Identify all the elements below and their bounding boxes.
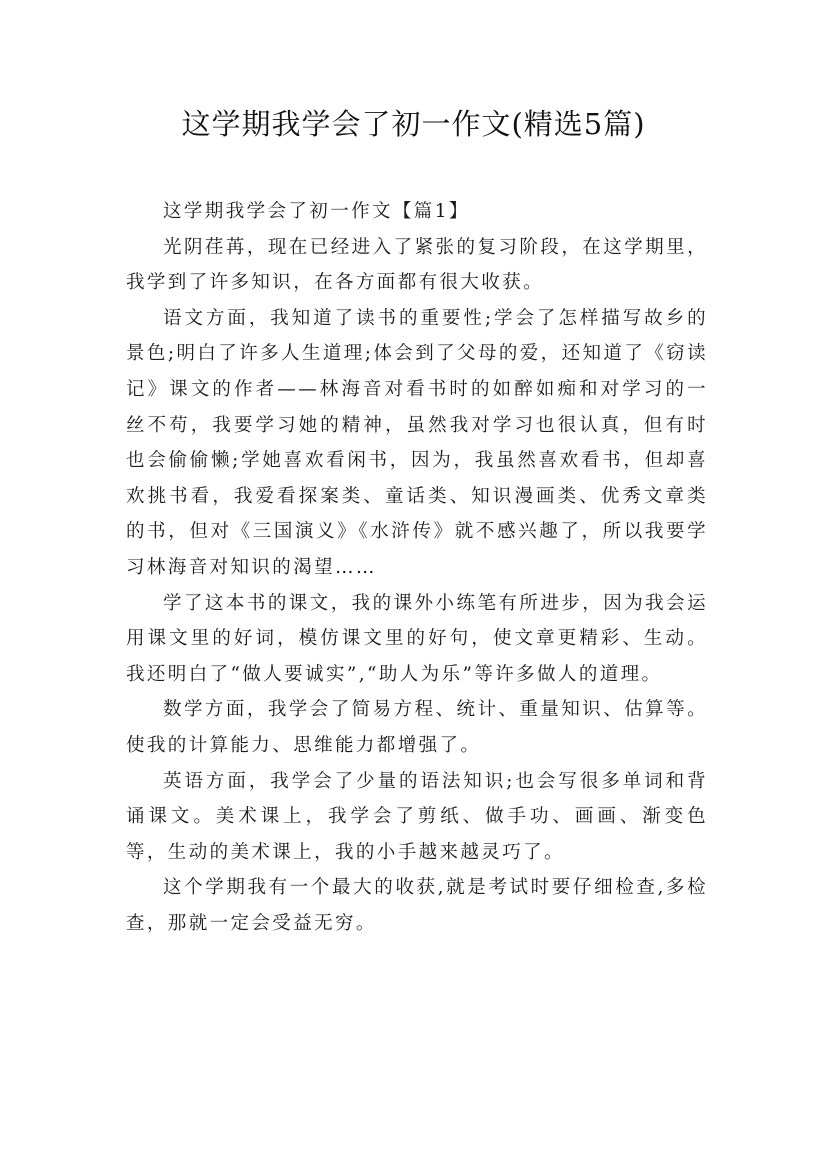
paragraph-writing: 学了这本书的课文，我的课外小练笔有所进步，因为我会运用课文里的好词，模仿课文里的好句，使文章更精彩、生动。我还明白了“做人要诚实”,“助人为乐”等许多做人的道理。 bbox=[126, 592, 708, 685]
section-heading: 这学期我学会了初一作文【篇1】 bbox=[163, 201, 470, 222]
paragraph-conclusion: 这个学期我有一个最大的收获,就是考试时要仔细检查,多检查，那就一定会受益无穷。 bbox=[126, 877, 708, 934]
paragraph-chinese: 语文方面，我知道了读书的重要性;学会了怎样描写故乡的景色;明白了许多人生道理;体会到了父母的爱，还知道了《窃读记》课文的作者——林海音对看书时的如醉如痴和对学习的一丝不苟，我要学习她的精神，虽然我对学习也很认真，但有时也会偷偷懒;学她喜欢看闲书，因为，我虽然喜欢看书，但却喜欢挑书看，我爱看探案类、童话类、知识漫画类、优秀文章类的书，但对《三国演义》《水浒传》就不感兴趣了，所以我要学习林海音对知识的渴望…… bbox=[126, 307, 708, 578]
paragraph-intro: 光阴荏苒，现在已经进入了紧张的复习阶段，在这学期里，我学到了许多知识，在各方面都有很大收获。 bbox=[126, 236, 708, 294]
document-body bbox=[126, 194, 708, 941]
document-title: 这学期我学会了初一作文(精选5篇) bbox=[181, 107, 646, 141]
paragraph-english-art: 英语方面，我学会了少量的语法知识;也会写很多单词和背诵课文。美术课上，我学会了剪纸、做手功、画画、渐变色等，生动的美术课上，我的小手越来越灵巧了。 bbox=[126, 770, 708, 863]
paragraph-math: 数学方面，我学会了简易方程、统计、重量知识、估算等。使我的计算能力、思维能力都增强了。 bbox=[126, 699, 708, 756]
